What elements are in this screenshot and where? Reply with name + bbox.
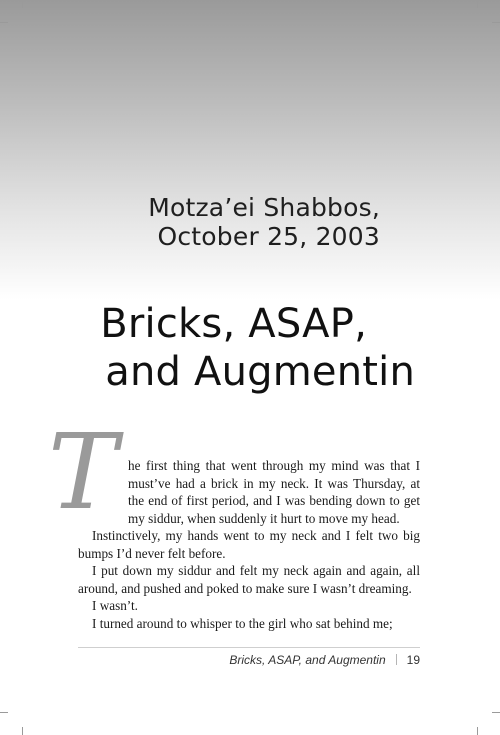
body-text	[78, 457, 420, 632]
chapter-date	[50, 193, 380, 251]
drop-cap: T	[48, 411, 118, 533]
crop-mark-bottom-left-v	[22, 727, 23, 735]
running-title: Bricks, ASAP, and Augmentin	[229, 653, 386, 667]
crop-mark-bottom-left	[0, 712, 8, 713]
footer-rule	[78, 647, 420, 648]
paragraph-2: Instinctively, my hands went to my neck and I felt two big bumps I’d never felt before.	[78, 528, 420, 561]
paragraph-1: he first thing that went through my mind was that I must’ve had a brick in my neck. It was Thursday, at the end of first period, and I was bending down to get my siddur, when suddenly it hurt to move my head.	[128, 458, 420, 526]
chapter-date-line2: October 25, 2003	[157, 222, 380, 251]
paragraph-5: I turned around to whisper to the girl who sat behind me;	[92, 615, 393, 631]
paragraph-3: I put down my siddur and felt my neck again and again, all around, and pushed and poked to make sure I wasn’t dreaming.	[78, 563, 420, 596]
paragraph-4: I wasn’t.	[92, 598, 138, 613]
chapter-title	[15, 300, 415, 396]
crop-mark-bottom-right-v	[477, 727, 478, 735]
crop-mark-top-left	[0, 22, 8, 23]
crop-mark-bottom-right	[492, 712, 500, 713]
crop-mark-top-right-v	[477, 0, 478, 8]
chapter-title-line1: Bricks, ASAP,	[100, 301, 367, 347]
footer-separator	[396, 654, 397, 665]
crop-mark-top-right	[492, 22, 500, 23]
page-number: 19	[406, 653, 420, 667]
header-gradient	[0, 0, 500, 300]
page-footer	[229, 653, 420, 667]
crop-mark-top-left-v	[22, 0, 23, 8]
chapter-date-line1: Motza’ei Shabbos,	[148, 193, 380, 222]
chapter-title-line2: and Augmentin	[105, 349, 415, 395]
